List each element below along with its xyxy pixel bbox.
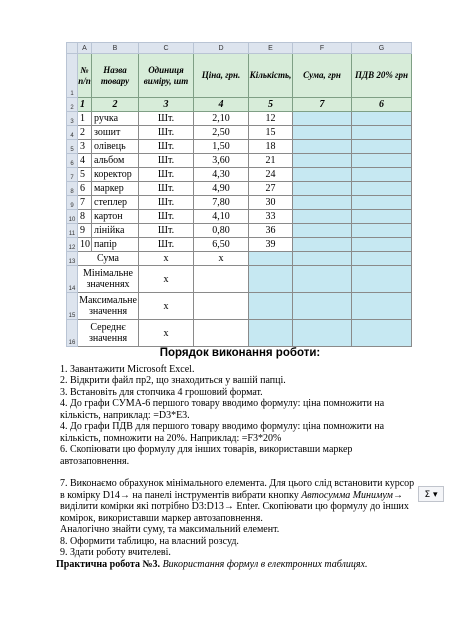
instruction-step: Аналогічно знайти суму, та максимальний елемент.	[60, 524, 280, 535]
item-unit[interactable]: Шт.	[139, 238, 194, 252]
row-number[interactable]: 4	[67, 126, 78, 140]
item-name[interactable]: степлер	[92, 196, 139, 210]
item-number[interactable]: 9	[78, 224, 92, 238]
item-price[interactable]: 4,90	[194, 182, 249, 196]
instruction-step: 1. Завантажити Microsoft Excel.	[60, 363, 195, 375]
table-row	[67, 224, 412, 238]
summary-vat[interactable]	[352, 266, 412, 293]
item-price[interactable]: 3,60	[194, 154, 249, 168]
summary-unit[interactable]: х	[139, 320, 194, 347]
column-number-cell[interactable]: 6	[352, 98, 412, 112]
table-row	[67, 168, 412, 182]
instruction-step: 9. Здати роботу вчителеві.	[60, 547, 171, 558]
item-quantity[interactable]: 24	[249, 168, 293, 182]
item-number[interactable]: 3	[78, 140, 92, 154]
steps-after-list	[60, 524, 420, 559]
item-name[interactable]: картон	[92, 210, 139, 224]
summary-price[interactable]: х	[194, 252, 249, 266]
table-row	[67, 182, 412, 196]
table-row	[67, 238, 412, 252]
select-all-corner[interactable]	[67, 43, 78, 54]
column-number-row	[67, 98, 412, 112]
summary-price[interactable]	[194, 293, 249, 320]
step-7-text: 7. Виконаємо обрахунок мінімального елемента. Для цього слід встановити курсор в комірку D14→ на панелі інструментів вибрати кнопку	[60, 478, 415, 501]
column-header-c[interactable]: C	[139, 43, 194, 54]
summary-quantity[interactable]	[249, 266, 293, 293]
item-sum[interactable]	[293, 112, 352, 126]
summary-quantity[interactable]	[249, 252, 293, 266]
item-price[interactable]: 4,10	[194, 210, 249, 224]
item-vat[interactable]	[352, 196, 412, 210]
section-heading: Порядок виконання роботи:	[159, 347, 321, 359]
item-unit[interactable]: Шт.	[139, 154, 194, 168]
item-vat[interactable]	[352, 182, 412, 196]
item-unit[interactable]: Шт.	[139, 196, 194, 210]
item-vat[interactable]	[352, 238, 412, 252]
row-number[interactable]: 1	[67, 54, 78, 98]
item-price[interactable]: 2,10	[194, 112, 249, 126]
column-header-f[interactable]: F	[293, 43, 352, 54]
item-name[interactable]: олівець	[92, 140, 139, 154]
item-number[interactable]: 5	[78, 168, 92, 182]
item-price[interactable]: 4,30	[194, 168, 249, 182]
table-row	[67, 210, 412, 224]
item-price[interactable]: 2,50	[194, 126, 249, 140]
table-row	[67, 196, 412, 210]
row-number[interactable]: 8	[67, 182, 78, 196]
column-header-b[interactable]: B	[92, 43, 139, 54]
item-number[interactable]: 10	[78, 238, 92, 252]
item-sum[interactable]	[293, 168, 352, 182]
header-name[interactable]: Назва товару	[92, 54, 139, 98]
item-price[interactable]: 1,50	[194, 140, 249, 154]
table-row	[67, 126, 412, 140]
column-number-cell[interactable]: 4	[194, 98, 249, 112]
item-name[interactable]: коректор	[92, 168, 139, 182]
row-number[interactable]: 13	[67, 252, 78, 266]
item-price[interactable]: 0,80	[194, 224, 249, 238]
item-sum[interactable]	[293, 182, 352, 196]
item-unit[interactable]: Шт.	[139, 168, 194, 182]
column-number-cell[interactable]: 5	[249, 98, 293, 112]
header-row	[67, 54, 412, 98]
item-unit[interactable]: Шт.	[139, 140, 194, 154]
step-7	[60, 478, 420, 524]
instruction-step: 4. До графи ПДВ для першого товару вводимо формулу: ціна помножити на кількість, помножити на 20%. Наприклад: =F3*20%	[60, 421, 385, 444]
summary-rows	[67, 252, 412, 347]
table-row	[67, 154, 412, 168]
column-header-d[interactable]: D	[194, 43, 249, 54]
item-name[interactable]: маркер	[92, 182, 139, 196]
item-unit[interactable]: Шт.	[139, 126, 194, 140]
item-quantity[interactable]: 18	[249, 140, 293, 154]
instruction-step: 8. Оформити таблицю, на власний розсуд.	[60, 535, 239, 547]
summary-label[interactable]: Мінімальне значеннях	[78, 266, 139, 293]
row-number[interactable]: 11	[67, 224, 78, 238]
practical-work-topic: Використання формул в електронних таблицях.	[162, 558, 368, 570]
item-rows	[67, 112, 412, 252]
item-number[interactable]: 4	[78, 154, 92, 168]
item-vat[interactable]	[352, 126, 412, 140]
summary-label[interactable]: Сума	[78, 252, 139, 266]
item-name[interactable]: папір	[92, 238, 139, 252]
instruction-step: 3. Встановіть для стопчика 4 грошовий формат.	[60, 386, 263, 398]
item-vat[interactable]	[352, 210, 412, 224]
summary-row	[67, 320, 412, 347]
instruction-step: 6. Скопіювати цю формулу для інших товарів, використавши маркер автозаповнення.	[60, 444, 353, 467]
summary-row	[67, 293, 412, 320]
practical-work-number: Практична робота №3.	[56, 558, 161, 570]
summary-price[interactable]	[194, 320, 249, 347]
item-number[interactable]: 1	[78, 112, 92, 126]
summary-row	[67, 252, 412, 266]
instruction-step: 2. Відкрити файл пр2, що знаходиться у вашій папці.	[60, 375, 286, 386]
item-unit[interactable]: Шт.	[139, 112, 194, 126]
spreadsheet-table	[66, 42, 412, 347]
item-unit[interactable]: Шт.	[139, 182, 194, 196]
step-7-text-end: → виділити комірки які потрібно D3:D13→ Enter. Скопіювати цю формулу до інших комірок, використавши маркер автозаповнення.	[60, 489, 409, 524]
row-number[interactable]: 14	[67, 266, 78, 293]
item-quantity[interactable]: 39	[249, 238, 293, 252]
row-number[interactable]: 3	[67, 112, 78, 126]
item-name[interactable]: ручка	[92, 112, 139, 126]
item-vat[interactable]	[352, 140, 412, 154]
item-sum[interactable]	[293, 140, 352, 154]
column-header-a[interactable]: A	[78, 43, 92, 54]
instruction-step: 4. До графи СУМА-6 першого товару вводимо формулу: ціна помножити на кількість, наприклад: =D3*E3.	[60, 398, 385, 421]
header-quantity[interactable]: Кількість,	[249, 54, 293, 98]
item-vat[interactable]	[352, 224, 412, 238]
item-name[interactable]: зошит	[92, 126, 139, 140]
column-number-cell[interactable]: 3	[139, 98, 194, 112]
column-number-cell[interactable]: 7	[293, 98, 352, 112]
item-sum[interactable]	[293, 196, 352, 210]
summary-unit[interactable]: х	[139, 252, 194, 266]
summary-label[interactable]: Максимальне значення	[78, 293, 139, 320]
row-number[interactable]: 2	[67, 98, 78, 112]
steps-list	[60, 364, 420, 468]
summary-quantity[interactable]	[249, 293, 293, 320]
header-unit[interactable]: Одиниця виміру, шт	[139, 54, 194, 98]
item-quantity[interactable]: 33	[249, 210, 293, 224]
item-vat[interactable]	[352, 154, 412, 168]
autosum-sigma-icon[interactable]: Σ ▾	[418, 486, 444, 502]
column-header-g[interactable]: G	[352, 43, 412, 54]
header-vat[interactable]: ПДВ 20% грн	[352, 54, 412, 98]
row-number[interactable]: 7	[67, 168, 78, 182]
item-sum[interactable]	[293, 126, 352, 140]
autosum-min-label: Автосумма Минимум	[301, 489, 393, 501]
item-sum[interactable]	[293, 210, 352, 224]
summary-row	[67, 266, 412, 293]
table-row	[67, 140, 412, 154]
column-header-row	[67, 43, 412, 54]
summary-quantity[interactable]	[249, 320, 293, 347]
item-unit[interactable]: Шт.	[139, 224, 194, 238]
item-sum[interactable]	[293, 224, 352, 238]
header-sum[interactable]: Сума, грн	[293, 54, 352, 98]
item-quantity[interactable]: 12	[249, 112, 293, 126]
summary-sum[interactable]	[293, 252, 352, 266]
row-number[interactable]: 15	[67, 293, 78, 320]
column-number-cell[interactable]: 1	[78, 98, 92, 112]
table-row	[67, 112, 412, 126]
item-sum[interactable]	[293, 238, 352, 252]
item-price[interactable]: 6,50	[194, 238, 249, 252]
row-number[interactable]: 5	[67, 140, 78, 154]
header-price[interactable]: Ціна, грн.	[194, 54, 249, 98]
item-quantity[interactable]: 21	[249, 154, 293, 168]
item-price[interactable]: 7,80	[194, 196, 249, 210]
summary-sum[interactable]	[293, 266, 352, 293]
summary-price[interactable]	[194, 266, 249, 293]
row-number[interactable]: 9	[67, 196, 78, 210]
instructions	[56, 347, 420, 570]
summary-sum[interactable]	[293, 320, 352, 347]
row-number[interactable]: 12	[67, 238, 78, 252]
column-number-cell[interactable]: 2	[92, 98, 139, 112]
item-number[interactable]: 2	[78, 126, 92, 140]
item-name[interactable]: лінійка	[92, 224, 139, 238]
column-header-e[interactable]: E	[249, 43, 293, 54]
summary-label[interactable]: Середнє значення	[78, 320, 139, 347]
practical-work-title	[56, 559, 420, 571]
summary-unit[interactable]: х	[139, 266, 194, 293]
item-sum[interactable]	[293, 154, 352, 168]
row-number[interactable]: 16	[67, 320, 78, 347]
item-unit[interactable]: Шт.	[139, 210, 194, 224]
item-vat[interactable]	[352, 112, 412, 126]
row-number[interactable]: 6	[67, 154, 78, 168]
item-name[interactable]: альбом	[92, 154, 139, 168]
item-vat[interactable]	[352, 168, 412, 182]
summary-unit[interactable]: х	[139, 293, 194, 320]
item-number[interactable]: 7	[78, 196, 92, 210]
item-quantity[interactable]: 15	[249, 126, 293, 140]
item-quantity[interactable]: 36	[249, 224, 293, 238]
summary-sum[interactable]	[293, 293, 352, 320]
item-quantity[interactable]: 30	[249, 196, 293, 210]
item-quantity[interactable]: 27	[249, 182, 293, 196]
summary-vat[interactable]	[352, 252, 412, 266]
item-number[interactable]: 8	[78, 210, 92, 224]
summary-vat[interactable]	[352, 320, 412, 347]
row-number[interactable]: 10	[67, 210, 78, 224]
summary-vat[interactable]	[352, 293, 412, 320]
header-number[interactable]: № п/п	[78, 54, 92, 98]
item-number[interactable]: 6	[78, 182, 92, 196]
